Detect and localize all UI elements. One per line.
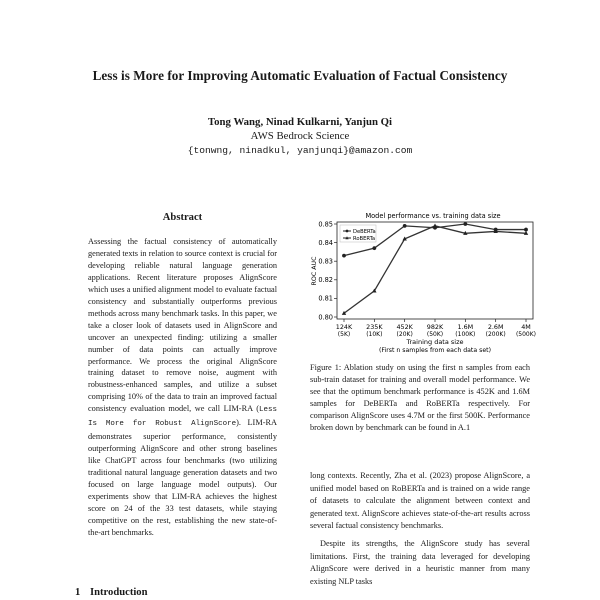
section-number: 1 <box>75 587 81 598</box>
y-axis-label: ROC AUC <box>311 256 318 286</box>
x-tick-sublabel: (500K) <box>515 331 537 338</box>
x-tick-sublabel: (200K) <box>485 331 506 338</box>
x-tick-sublabel: (100K) <box>455 331 476 338</box>
x-tick-label: 4M <box>521 323 531 331</box>
x-tick-label: 124K <box>335 323 353 331</box>
y-tick-label: 0.84 <box>318 238 333 247</box>
author-list: Tong Wang, Ninad Kulkarni, Yanjun Qi <box>207 116 393 128</box>
data-point-deberta <box>403 224 407 228</box>
x-tick-label: 1.6M <box>457 323 474 331</box>
abstract-model-name: Less Is More for Robust AlignScore <box>88 406 277 429</box>
paragraph: Despite its strengths, the AlignScore study has several limitations. First, the training data leveraged for developing AlignScore were derived in a heuristic manner from many existing NLP tasks <box>310 538 530 586</box>
data-point-deberta <box>372 246 376 250</box>
right-column-text <box>310 470 530 588</box>
y-tick-label: 0.83 <box>318 257 333 266</box>
abstract-text-part-2: ). LIM-RA demonstrates superior performance, consistently outperforming AlignScore and other strong baselines like ChatGPT across four benchmarks (two utilizing traditional natural language generation datasets and two focused on large language model outputs). Our experiments show that LIM-RA achieves the highest score on 24 of the 33 test datasets, while staying competitive on the rest, establishing the new state-of-the-art benchmarks. <box>88 418 277 537</box>
line-chart <box>307 204 537 354</box>
y-tick-label: 0.85 <box>318 220 333 229</box>
x-tick-sublabel: (50K) <box>426 331 444 338</box>
y-tick-label: 0.81 <box>318 294 333 303</box>
chart-title: Model performance vs. training data size <box>365 212 501 220</box>
data-point-roberta <box>433 223 437 227</box>
x-tick-sublabel: (20K) <box>396 331 413 338</box>
author-emails: {tonwng, ninadkul, yanjunqi}@amazon.com <box>187 145 413 156</box>
x-axis-sublabel: (First n samples from each data set) <box>378 347 492 354</box>
abstract-heading: Abstract <box>162 212 203 223</box>
x-axis-label: Training data size <box>406 338 464 346</box>
data-point-deberta <box>342 254 346 258</box>
x-tick-label: 982K <box>426 323 444 331</box>
affiliation: AWS Bedrock Science <box>250 130 350 142</box>
abstract-text-part-1: Assessing the factual consistency of automatically generated texts in relation to source context is crucial for developing reliable natural language generation applications. Recent literature proposes AlignScore which uses a unified alignment model to evaluate factual consistency and substantially outperforms previous methods across many benchmark tasks. In this paper, we take a closer look of datasets used in AlignScore and uncover an unexpected finding: utilizing a smaller number of data points can actually improve performance. We process the original AlignScore training dataset to remove noise, augment with robustness-enhanced samples, and utilize a subset comprising 10% of the data to train an improved factual consistency evaluation model, we call LIM-RA ( <box>88 237 277 414</box>
x-tick-sublabel: (5K) <box>337 331 351 338</box>
figure-1-chart <box>307 204 537 354</box>
section-title: Introduction <box>90 587 148 598</box>
y-tick-label: 0.80 <box>318 313 333 322</box>
figure-1-caption: Figure 1: Ablation study on using the first n samples from each sub-train dataset for training and overall model performance. We see that the optimum benchmark performance is 452K and 1.6M samples for DeBERTa and RoBERTa respectively. For comparison AlignScore uses 4.7M or the first 500K. Performance broken down by benchmark can be found in A.1 <box>310 363 530 432</box>
x-tick-label: 2.6M <box>487 323 504 331</box>
y-tick-label: 0.82 <box>318 276 333 285</box>
abstract-body <box>88 236 277 539</box>
section-heading-introduction <box>75 587 148 598</box>
paragraph: long contexts. Recently, Zha et al. (2023) propose AlignScore, a unified model based on RoBERTa and is trained on a wide range of datasets to calculate the alignment between context and generated text. AlignScore achieves state-of-the-art results across several factual consistency benchmarks. <box>310 471 530 531</box>
x-tick-sublabel: (10K) <box>366 331 383 338</box>
data-point-deberta <box>463 222 467 226</box>
x-tick-label: 452K <box>396 323 413 331</box>
legend-label: DeBERTa <box>353 228 376 235</box>
legend-marker <box>346 230 349 233</box>
x-tick-label: 235K <box>366 323 383 331</box>
paper-title: Less is More for Improving Automatic Evaluation of Factual Consistency <box>92 68 508 83</box>
legend-label: RoBERTa <box>353 235 376 242</box>
